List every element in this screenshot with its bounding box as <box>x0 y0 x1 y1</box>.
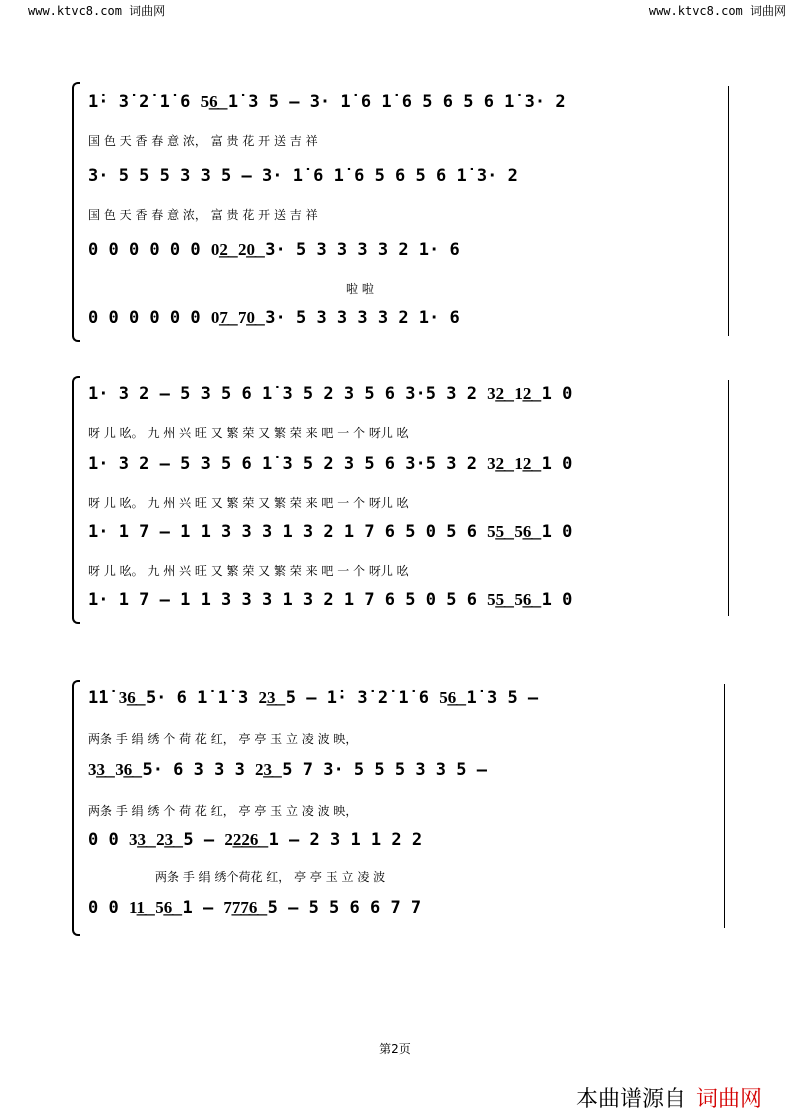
barline <box>728 380 729 616</box>
source-footer <box>576 1082 762 1113</box>
header-site-right: www.ktvc8.com 词曲网 <box>648 4 786 18</box>
notes: 1· 1 7 – 1 1 3 3 3 1 3 2 1 7 6 5 0 5 6 5͟5͟ 5͟6͟ 1 0 <box>88 590 573 610</box>
lyrics: 啦 啦 <box>346 282 374 296</box>
lyrics: 两条 手 绢 绣 个 荷 花 红， 亭 亭 玉 立 凌 波 映， <box>88 732 358 746</box>
lyrics: 两条 手 绢 绣个荷花 红， 亭 亭 玉 立 凌 波 <box>155 870 386 884</box>
lyrics: 两条 手 绢 绣 个 荷 花 红， 亭 亭 玉 立 凌 波 映， <box>88 804 358 818</box>
notes: 3͟3͟ 3͟6͟ 5· 6 3 3 3 2͟3͟ 5 7 3· 5 5 5 3 3 5 – <box>88 760 487 780</box>
header-site-left: www.ktvc8.com 词曲网 <box>28 4 166 18</box>
system-brace <box>72 376 80 624</box>
system-brace <box>72 82 80 342</box>
footer-text: 本曲谱源自 <box>575 1087 686 1112</box>
lyrics: 呀 儿 吆。 九 州 兴 旺 又 繁 荣 又 繁 荣 来 吧 一 个 呀儿 吆 <box>88 496 409 510</box>
footer-brand: 词曲网 <box>695 1087 762 1112</box>
lyrics: 国 色 天 香 春 意 浓， 富 贵 花 开 送 吉 祥 <box>88 134 318 148</box>
notes: 1̇· 3̇ 2̇ 1̇ 6 5͟6͟ 1̇ 3 5 – 3· 1̇ 6 1̇ 6 5 6 5 6 1̇ 3· 2 <box>88 92 566 112</box>
notes: 1· 3 2 – 5 3 5 6 1̇ 3 5 2 3 5 6 3·5 3 2 3͟2͟ 1͟2͟ 1 0 <box>88 454 573 474</box>
barline <box>724 684 725 928</box>
notes: 1· 1 7 – 1 1 3 3 3 1 3 2 1 7 6 5 0 5 6 5͟5͟ 5͟6͟ 1 0 <box>88 522 573 542</box>
system-brace <box>72 680 80 936</box>
page-number: 第2页 <box>379 1042 411 1056</box>
notes: 0 0 3͟3͟ 2͟3͟ 5 – 2͟2͟2͟6͟ 1 – 2 3 1 1 2 2 <box>88 830 423 850</box>
notes: 1· 3 2 – 5 3 5 6 1̇ 3 5 2 3 5 6 3·5 3 2 3͟2͟ 1͟2͟ 1 0 <box>88 384 573 404</box>
notes: 1̇1̇ 3͟6͟ 5· 6 1̇ 1̇ 3 2͟3͟ 5 – 1̇· 3̇ 2̇ 1̇ 6 5͟6͟ 1̇ 3 5 – <box>88 688 539 708</box>
notes: 3· 5 5 5 3 3 5 – 3· 1̇ 6 1̇ 6 5 6 5 6 1̇ 3· 2 <box>88 166 518 186</box>
notes: 0 0 0 0 0 0 0͟7͟ 7͟0͟ 3· 5 3 3 3 3 2 1· 6 <box>88 308 460 328</box>
notes: 0 0 1͟1͟ 5͟6͟ 1 – 7͟7͟7͟6͟ 5 – 5 5 6 6 7 7 <box>88 898 422 918</box>
lyrics: 呀 儿 吆。 九 州 兴 旺 又 繁 荣 又 繁 荣 来 吧 一 个 呀儿 吆 <box>88 564 409 578</box>
lyrics: 呀 儿 吆。 九 州 兴 旺 又 繁 荣 又 繁 荣 来 吧 一 个 呀儿 吆 <box>88 426 409 440</box>
barline <box>728 86 729 336</box>
notes: 0 0 0 0 0 0 0͟2͟ 2͟0͟ 3· 5 3 3 3 3 2 1· 6 <box>88 240 460 260</box>
lyrics: 国 色 天 香 春 意 浓， 富 贵 花 开 送 吉 祥 <box>88 208 318 222</box>
